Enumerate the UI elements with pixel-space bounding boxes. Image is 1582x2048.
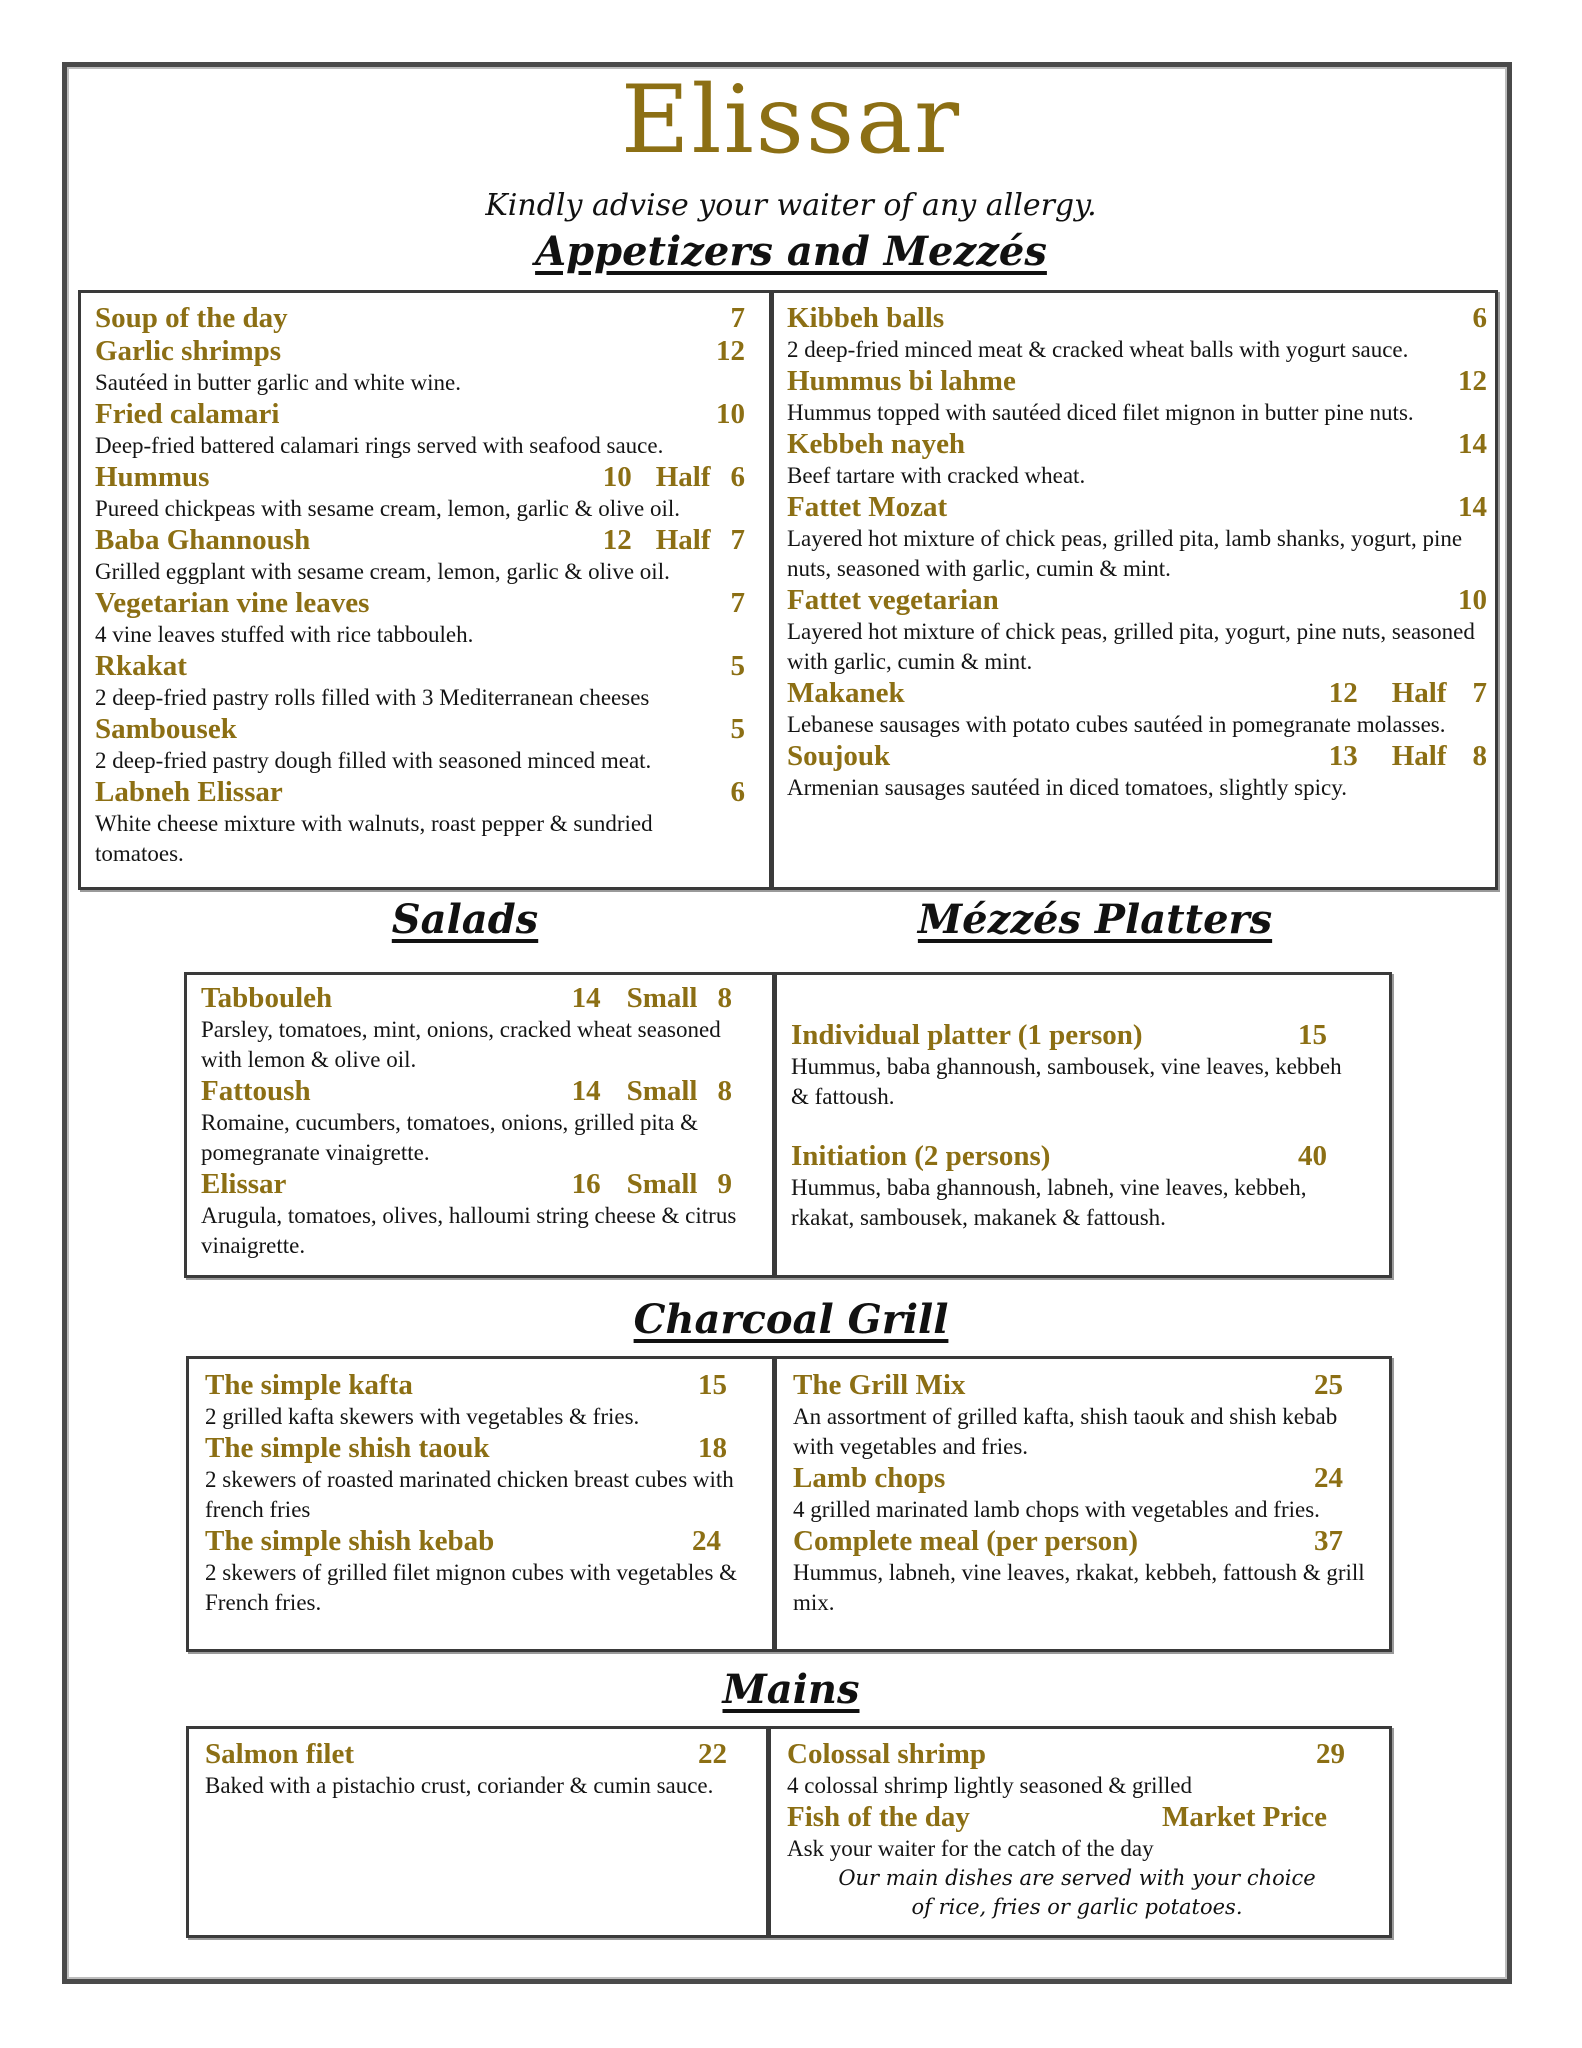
menu-item [95,461,745,524]
item-name: The simple shish kebab [205,1525,495,1557]
item-description: 4 colossal shrimp lightly seasoned & grilled [787,1773,1193,1798]
item-description: Sautéed in butter garlic and white wine. [95,370,461,395]
appetizers-heading: Appetizers and Mezzés [535,228,1047,275]
menu-item [205,1369,751,1432]
item-price: 18 [698,1432,727,1464]
item-name: The simple shish taouk [205,1432,490,1464]
menu-item [201,1168,756,1261]
menu-item [205,1432,751,1525]
item-name: Baba Ghannoush [95,524,311,556]
item-description: 2 skewers of roasted marinated chicken breast cubes with french fries [205,1467,734,1522]
item-description: Hummus topped with sautéed diced filet mignon in butter pine nuts. [787,400,1414,425]
item-name: Salmon filet [205,1738,355,1770]
item-name: Soujouk [787,740,891,772]
item-description: Hummus, labneh, vine leaves, rkakat, kebbeh, fattoush & grill mix. [793,1560,1365,1615]
item-description: Romaine, cucumbers, tomatoes, onions, grilled pita & pomegranate vinaigrette. [201,1110,698,1165]
half-price: 7 [1472,677,1487,709]
item-price: 7 [730,302,745,334]
salads-column [201,982,756,1261]
item-price: 12 [602,524,632,556]
menu-item [793,1462,1365,1525]
item-price: 15 [698,1369,727,1401]
small-label: Small [626,982,698,1014]
item-name: Fattet Mozat [787,491,948,523]
item-description: An assortment of grilled kafta, shish taouk and shish kebab with vegetables and fries. [793,1404,1338,1459]
item-price: 14 [571,1075,601,1107]
item-description: Deep-fried battered calamari rings served with seafood sauce. [95,433,664,458]
item-description: White cheese mixture with walnuts, roast pepper & sundried tomatoes. [95,811,653,866]
item-description: Pureed chickpeas with sesame cream, lemon, garlic & olive oil. [95,496,681,521]
salads-platters-divider [772,975,777,1275]
menu-item [787,740,1487,803]
grill-right-column [793,1369,1365,1618]
half-label: Half [655,461,711,493]
item-price: 5 [730,713,745,745]
item-description: 2 deep-fried pastry dough filled with seasoned minced meat. [95,748,652,773]
item-price: 22 [698,1738,727,1770]
menu-item [205,1525,751,1618]
salads-platters-box [184,972,1392,1278]
menu-item [793,1525,1365,1618]
item-description: Hummus, baba ghannoush, sambousek, vine leaves, kebbeh & fattoush. [791,1054,1342,1109]
item-description: Baked with a pistachio crust, coriander & cumin sauce. [205,1773,714,1798]
grill-heading: Charcoal Grill [633,1296,949,1343]
item-name: Individual platter (1 person) [791,1019,1143,1051]
item-description: 4 grilled marinated lamb chops with vegetables and fries. [793,1497,1320,1522]
menu-item [787,302,1487,365]
item-name: Colossal shrimp [787,1738,987,1770]
menu-item [787,428,1487,491]
item-name: Kibbeh balls [787,302,945,334]
item-price: 14 [1458,428,1487,460]
half-price: 6 [730,461,745,493]
item-price: 6 [1472,302,1487,334]
menu-item [95,302,745,335]
item-name: Sambousek [95,713,237,745]
mains-left-column [205,1738,745,1801]
item-description: Ask your waiter for the catch of the day [787,1836,1154,1861]
mains-note: Our main dishes are served with your choice of rice, fries or garlic potatoes. [838,1866,1316,1919]
item-price: 10 [716,398,745,430]
mains-box [186,1726,1392,1938]
item-price: 29 [1316,1738,1345,1770]
item-price: 37 [1314,1525,1343,1557]
item-price: 12 [716,335,745,367]
item-name: Complete meal (per person) [793,1525,1138,1557]
menu-item [95,713,745,776]
item-name: Labneh Elissar [95,776,283,808]
menu-item [95,587,745,650]
grill-box [186,1356,1392,1652]
menu-item [791,1019,1351,1112]
menu-item [791,1140,1351,1233]
item-name: Garlic shrimps [95,335,282,367]
small-label: Small [626,1075,698,1107]
small-price: 8 [717,1075,732,1107]
grill-divider [772,1359,777,1649]
appetizers-divider [769,293,774,887]
item-price: 16 [571,1168,601,1200]
item-price: 14 [1458,491,1487,523]
appetizers-left-column [95,302,745,869]
menu-item [787,677,1487,740]
item-name: Hummus bi lahme [787,365,1016,397]
item-name: Fattet vegetarian [787,584,999,616]
restaurant-name: Elissar [620,66,962,175]
item-name: The simple kafta [205,1369,413,1401]
item-price: 12 [1328,677,1358,709]
small-price: 9 [717,1168,732,1200]
item-name: Initiation (2 persons) [791,1140,1051,1172]
item-description: 2 deep-fried pastry rolls filled with 3 Mediterranean cheeses [95,685,650,710]
menu-item [201,1075,756,1168]
item-description: Armenian sausages sautéed in diced tomatoes, slightly spicy. [787,775,1347,800]
platters-heading: Mézzés Platters [917,896,1273,943]
item-name: Hummus [95,461,210,493]
item-name: Lamb chops [793,1462,946,1494]
allergy-note: Kindly advise your waiter of any allergy. [485,188,1097,223]
item-price: 6 [730,776,745,808]
small-price: 8 [717,982,732,1014]
menu-item [787,1738,1367,1801]
appetizers-box [78,290,1498,890]
item-price: 12 [1458,365,1487,397]
item-price: 7 [730,587,745,619]
half-label: Half [655,524,711,556]
item-description: Grilled eggplant with sesame cream, lemon, garlic & olive oil. [95,559,670,584]
item-name: Elissar [201,1168,287,1200]
item-description: Lebanese sausages with potato cubes sautéed in pomegranate molasses. [787,712,1446,737]
menu-item [95,650,745,713]
item-description: Arugula, tomatoes, olives, halloumi string cheese & citrus vinaigrette. [201,1203,737,1258]
item-price: 24 [1314,1462,1343,1494]
menu-item [793,1369,1365,1462]
item-description: 2 deep-fried minced meat & cracked wheat balls with yogurt sauce. [787,337,1409,362]
item-description: Hummus, baba ghannoush, labneh, vine leaves, kebbeh, rkakat, sambousek, makanek & fattoush. [791,1175,1307,1230]
half-price: 7 [730,524,745,556]
menu-item [787,491,1487,584]
grill-left-column [205,1369,751,1618]
menu-item [787,1801,1367,1864]
item-description: 4 vine leaves stuffed with rice tabbouleh. [95,622,474,647]
half-label: Half [1391,677,1447,709]
item-price: Market Price [1161,1801,1327,1833]
half-price: 8 [1472,740,1487,772]
item-name: Fattoush [201,1075,311,1107]
item-description: Layered hot mixture of chick peas, grilled pita, yogurt, pine nuts, seasoned with garlic, cumin & mint. [787,619,1475,674]
menu-item [95,776,745,869]
item-name: Soup of the day [95,302,288,334]
item-price: 15 [1298,1019,1327,1051]
menu-item [205,1738,745,1801]
menu-item [95,335,745,398]
item-name: The Grill Mix [793,1369,966,1401]
item-price: 10 [1458,584,1487,616]
small-label: Small [626,1168,698,1200]
item-name: Kebbeh nayeh [787,428,966,460]
item-description: Parsley, tomatoes, mint, onions, cracked wheat seasoned with lemon & olive oil. [201,1017,721,1072]
mains-divider [766,1729,771,1935]
half-label: Half [1391,740,1447,772]
item-name: Fish of the day [787,1801,970,1833]
platters-column [791,1019,1351,1233]
menu-item [95,524,745,587]
appetizers-right-column [787,302,1487,803]
item-description: Layered hot mixture of chick peas, grilled pita, lamb shanks, yogurt, pine nuts, seasoned with garlic, cumin & mint. [787,526,1463,581]
menu-item [787,365,1487,428]
item-name: Makanek [787,677,905,709]
item-description: 2 skewers of grilled filet mignon cubes with vegetables & French fries. [205,1560,738,1615]
item-price: 14 [571,982,601,1014]
item-price: 40 [1298,1140,1327,1172]
item-price: 13 [1328,740,1358,772]
item-name: Fried calamari [95,398,280,430]
menu-item [787,584,1487,677]
item-description: Beef tartare with cracked wheat. [787,463,1086,488]
item-price: 10 [602,461,632,493]
menu-item [95,398,745,461]
item-price: 5 [730,650,745,682]
item-name: Rkakat [95,650,187,682]
item-name: Tabbouleh [201,982,333,1014]
item-price: 25 [1314,1369,1343,1401]
salads-heading: Salads [391,896,539,943]
item-description: 2 grilled kafta skewers with vegetables & fries. [205,1404,640,1429]
menu-item [201,982,756,1075]
mains-heading: Mains [722,1666,860,1713]
item-price: 24 [692,1525,721,1557]
mains-right-column [787,1738,1367,1922]
item-name: Vegetarian vine leaves [95,587,370,619]
